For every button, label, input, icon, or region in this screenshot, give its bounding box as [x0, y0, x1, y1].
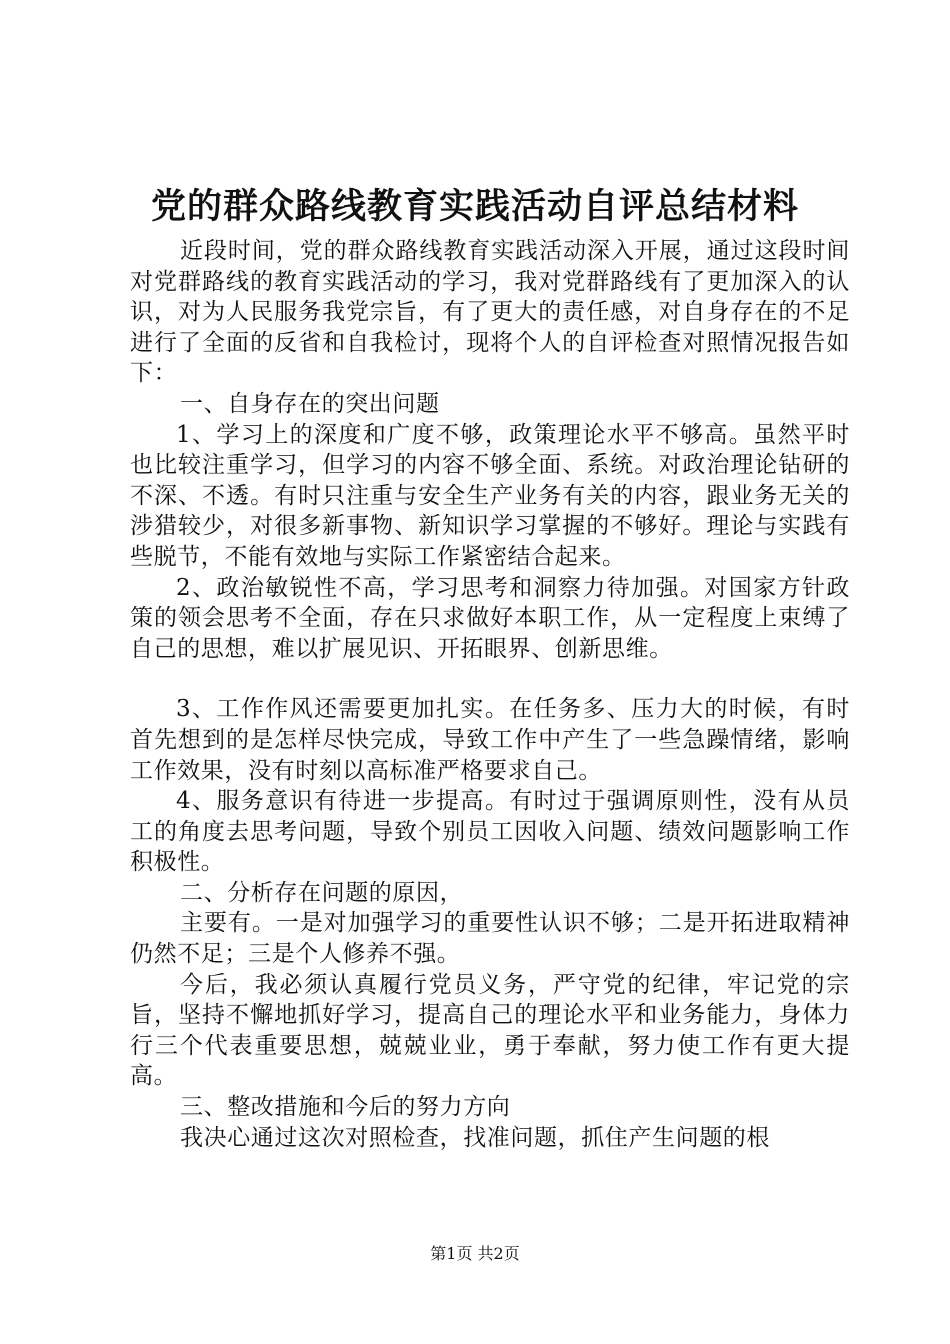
document-body [130, 236, 850, 1153]
paragraph-causes: 主要有。一是对加强学习的重要性认识不够；二是开拓进取精神仍然不足；三是个人修养不强。 [130, 910, 850, 968]
paragraph-item-4: 4、服务意识有待进一步提高。有时过于强调原则性，没有从员工的角度去思考问题，导致个别员工因收入问题、绩效问题影响工作积极性。 [130, 788, 850, 876]
page-number: 第1页 共2页 [430, 1244, 520, 1263]
paragraph-item-2: 2、政治敏锐性不高，学习思考和洞察力待加强。对国家方针政策的领会思考不全面，存在只求做好本职工作，从一定程度上束缚了自己的思想，难以扩展见识、开拓眼界、创新思维。 [130, 574, 850, 662]
paragraph-intro: 近段时间，党的群众路线教育实践活动深入开展，通过这段时间对党群路线的教育实践活动的学习，我对党群路线有了更加深入的认识，对为人民服务我党宗旨，有了更大的责任感，对自身存在的不足进行了全面的反省和自我检讨，现将个人的自评检查对照情况报告如下： [130, 238, 850, 387]
section-heading-2: 二、分析存在问题的原因， [180, 879, 464, 906]
section-heading-1: 一、自身存在的突出问题 [180, 390, 440, 417]
paragraph-item-1: 1、学习上的深度和广度不够，政策理论水平不够高。虽然平时也比较注重学习，但学习的内容不够全面、系统。对政治理论钻研的不深、不透。有时只注重与安全生产业务有关的内容，跟业务无关的涉猎较少，对很多新事物、新知识学习掌握的不够好。理论与实践有些脱节，不能有效地与实际工作紧密结合起来。 [130, 421, 850, 570]
blank-line [130, 664, 850, 694]
paragraph-resolution: 我决心通过这次对照检查，找准问题，抓住产生问题的根 [180, 1124, 770, 1151]
paragraph-item-3: 3、工作作风还需要更加扎实。在任务多、压力大的时候，有时首先想到的是怎样尽快完成，导致工作中产生了一些急躁情绪，影响工作效果，没有时刻以高标准严格要求自己。 [130, 696, 850, 784]
section-heading-3: 三、整改措施和今后的努力方向 [180, 1094, 511, 1121]
document-title: 党的群众路线教育实践活动自评总结材料 [150, 187, 799, 227]
paragraph-future: 今后，我必须认真履行党员义务，严守党的纪律，牢记党的宗旨，坚持不懈地抓好学习，提高自己的理论水平和业务能力，身体力行三个代表重要思想，兢兢业业，勇于奉献，努力使工作有更大提高。 [130, 971, 850, 1090]
